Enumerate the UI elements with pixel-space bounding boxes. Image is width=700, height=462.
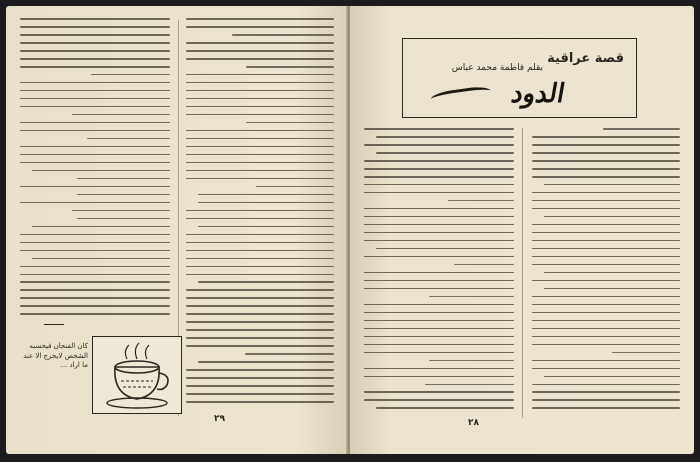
- text-line: [20, 106, 170, 108]
- text-line: [198, 281, 334, 283]
- text-line: [186, 98, 334, 100]
- text-line: [186, 329, 334, 331]
- text-line: [532, 344, 680, 346]
- text-line: [544, 288, 680, 290]
- text-line: [186, 305, 334, 307]
- text-line: [376, 248, 514, 250]
- text-line: [20, 305, 170, 307]
- text-line: [532, 144, 680, 146]
- text-line: [198, 361, 334, 363]
- text-line: [364, 272, 514, 274]
- decorative-stroke: [430, 85, 492, 108]
- text-line: [186, 58, 334, 60]
- separator-mark: [44, 324, 64, 325]
- text-line: [186, 289, 334, 291]
- text-line: [364, 192, 514, 194]
- text-line: [186, 74, 334, 76]
- text-line: [72, 114, 170, 116]
- text-line: [544, 376, 680, 378]
- text-line: [20, 266, 170, 268]
- text-line: [186, 401, 334, 403]
- text-line: [532, 176, 680, 178]
- text-line: [20, 234, 170, 236]
- text-line: [20, 98, 170, 100]
- text-line: [87, 138, 170, 140]
- text-line: [186, 146, 334, 148]
- text-line: [91, 74, 170, 76]
- text-line: [77, 178, 170, 180]
- right-page: [350, 6, 694, 454]
- text-line: [246, 66, 334, 68]
- text-line: [20, 18, 170, 20]
- text-line: [532, 280, 680, 282]
- text-line: [364, 128, 514, 130]
- text-line: [186, 337, 334, 339]
- text-line: [532, 160, 680, 162]
- text-line: [364, 176, 514, 178]
- text-line: [186, 90, 334, 92]
- text-line: [256, 186, 334, 188]
- text-line: [186, 274, 334, 276]
- text-line: [20, 202, 170, 204]
- text-line: [364, 184, 514, 186]
- text-line: [364, 280, 514, 282]
- text-line: [364, 144, 514, 146]
- text-line: [454, 264, 514, 266]
- text-line: [186, 393, 334, 395]
- text-line: [364, 168, 514, 170]
- text-line: [544, 272, 680, 274]
- text-line: [364, 328, 514, 330]
- right-page-column-right: [532, 128, 680, 415]
- text-line: [198, 226, 334, 228]
- text-line: [20, 26, 170, 28]
- text-line: [544, 184, 680, 186]
- text-line: [532, 208, 680, 210]
- text-line: [532, 407, 680, 409]
- text-line: [186, 42, 334, 44]
- text-line: [186, 313, 334, 315]
- column-divider: [522, 128, 523, 418]
- left-page-column-right: [186, 18, 334, 409]
- text-line: [20, 313, 170, 315]
- text-line: [186, 154, 334, 156]
- text-line: [20, 162, 170, 164]
- text-line: [376, 136, 514, 138]
- text-line: [532, 248, 680, 250]
- coffee-cup-icon: [93, 337, 181, 413]
- text-line: [364, 399, 514, 401]
- page-number-left: ٢٩: [214, 414, 225, 424]
- cartoon-illustration: [92, 336, 182, 414]
- text-line: [186, 82, 334, 84]
- text-line: [532, 384, 680, 386]
- text-line: [532, 232, 680, 234]
- text-line: [364, 232, 514, 234]
- text-line: [532, 312, 680, 314]
- text-line: [186, 114, 334, 116]
- text-line: [364, 304, 514, 306]
- text-line: [245, 353, 334, 355]
- text-line: [186, 250, 334, 252]
- story-byline: بقلم فاطمة محمد عباس: [451, 63, 543, 73]
- left-page: [6, 6, 348, 454]
- text-line: [603, 128, 680, 130]
- text-line: [20, 82, 170, 84]
- text-line: [532, 224, 680, 226]
- text-line: [72, 210, 170, 212]
- text-line: [186, 210, 334, 212]
- text-line: [186, 18, 334, 20]
- text-line: [32, 258, 170, 260]
- page-number-right: ٢٨: [468, 418, 479, 428]
- text-line: [186, 138, 334, 140]
- text-line: [20, 146, 170, 148]
- text-line: [186, 234, 334, 236]
- text-line: [364, 376, 514, 378]
- text-line: [186, 385, 334, 387]
- text-line: [246, 122, 334, 124]
- text-line: [186, 218, 334, 220]
- section-label: قصة عراقية: [547, 51, 624, 66]
- text-line: [20, 42, 170, 44]
- text-line: [186, 266, 334, 268]
- text-line: [186, 377, 334, 379]
- text-line: [532, 399, 680, 401]
- text-line: [20, 297, 170, 299]
- left-page-column-left: [20, 18, 170, 321]
- text-line: [612, 352, 680, 354]
- text-line: [532, 200, 680, 202]
- text-line: [186, 258, 334, 260]
- text-line: [20, 274, 170, 276]
- text-line: [364, 216, 514, 218]
- text-line: [77, 218, 170, 220]
- text-line: [429, 360, 514, 362]
- text-line: [198, 194, 334, 196]
- text-line: [532, 391, 680, 393]
- text-line: [448, 200, 514, 202]
- text-line: [186, 26, 334, 28]
- text-line: [32, 170, 170, 172]
- text-line: [186, 106, 334, 108]
- text-line: [186, 178, 334, 180]
- text-line: [364, 256, 514, 258]
- text-line: [20, 66, 170, 68]
- text-line: [186, 242, 334, 244]
- text-line: [186, 297, 334, 299]
- text-line: [532, 136, 680, 138]
- text-line: [364, 160, 514, 162]
- cartoon-caption: كان الفنجان فيحسبه الشخص لايخرج الا عند ما اراد ...: [23, 342, 88, 369]
- text-line: [532, 368, 680, 370]
- text-line: [77, 194, 170, 196]
- text-line: [20, 186, 170, 188]
- text-line: [532, 256, 680, 258]
- right-page-column-left: [364, 128, 514, 415]
- text-line: [364, 208, 514, 210]
- text-line: [20, 122, 170, 124]
- text-line: [186, 345, 334, 347]
- text-line: [544, 216, 680, 218]
- text-line: [20, 90, 170, 92]
- text-line: [198, 202, 334, 204]
- text-line: [532, 264, 680, 266]
- text-line: [20, 250, 170, 252]
- text-line: [364, 368, 514, 370]
- text-line: [20, 50, 170, 52]
- text-line: [532, 168, 680, 170]
- text-line: [532, 360, 680, 362]
- text-line: [532, 336, 680, 338]
- text-line: [532, 328, 680, 330]
- story-title: الدود: [508, 79, 568, 109]
- text-line: [364, 288, 514, 290]
- text-line: [364, 224, 514, 226]
- text-line: [32, 226, 170, 228]
- text-line: [186, 321, 334, 323]
- text-line: [364, 391, 514, 393]
- text-line: [532, 240, 680, 242]
- text-line: [364, 344, 514, 346]
- text-line: [364, 336, 514, 338]
- text-line: [20, 58, 170, 60]
- text-line: [20, 281, 170, 283]
- text-line: [364, 240, 514, 242]
- text-line: [376, 152, 514, 154]
- text-line: [20, 34, 170, 36]
- text-line: [532, 192, 680, 194]
- text-line: [364, 320, 514, 322]
- text-line: [20, 154, 170, 156]
- text-line: [20, 130, 170, 132]
- text-line: [425, 384, 514, 386]
- text-line: [429, 296, 514, 298]
- text-line: [532, 296, 680, 298]
- text-line: [20, 242, 170, 244]
- text-line: [186, 170, 334, 172]
- text-line: [186, 162, 334, 164]
- text-line: [376, 407, 514, 409]
- text-line: [20, 289, 170, 291]
- text-line: [532, 320, 680, 322]
- text-line: [186, 369, 334, 371]
- text-line: [232, 34, 334, 36]
- text-line: [186, 50, 334, 52]
- text-line: [532, 152, 680, 154]
- text-line: [186, 130, 334, 132]
- text-line: [532, 304, 680, 306]
- story-header-box: [402, 38, 637, 118]
- text-line: [364, 312, 514, 314]
- text-line: [364, 352, 514, 354]
